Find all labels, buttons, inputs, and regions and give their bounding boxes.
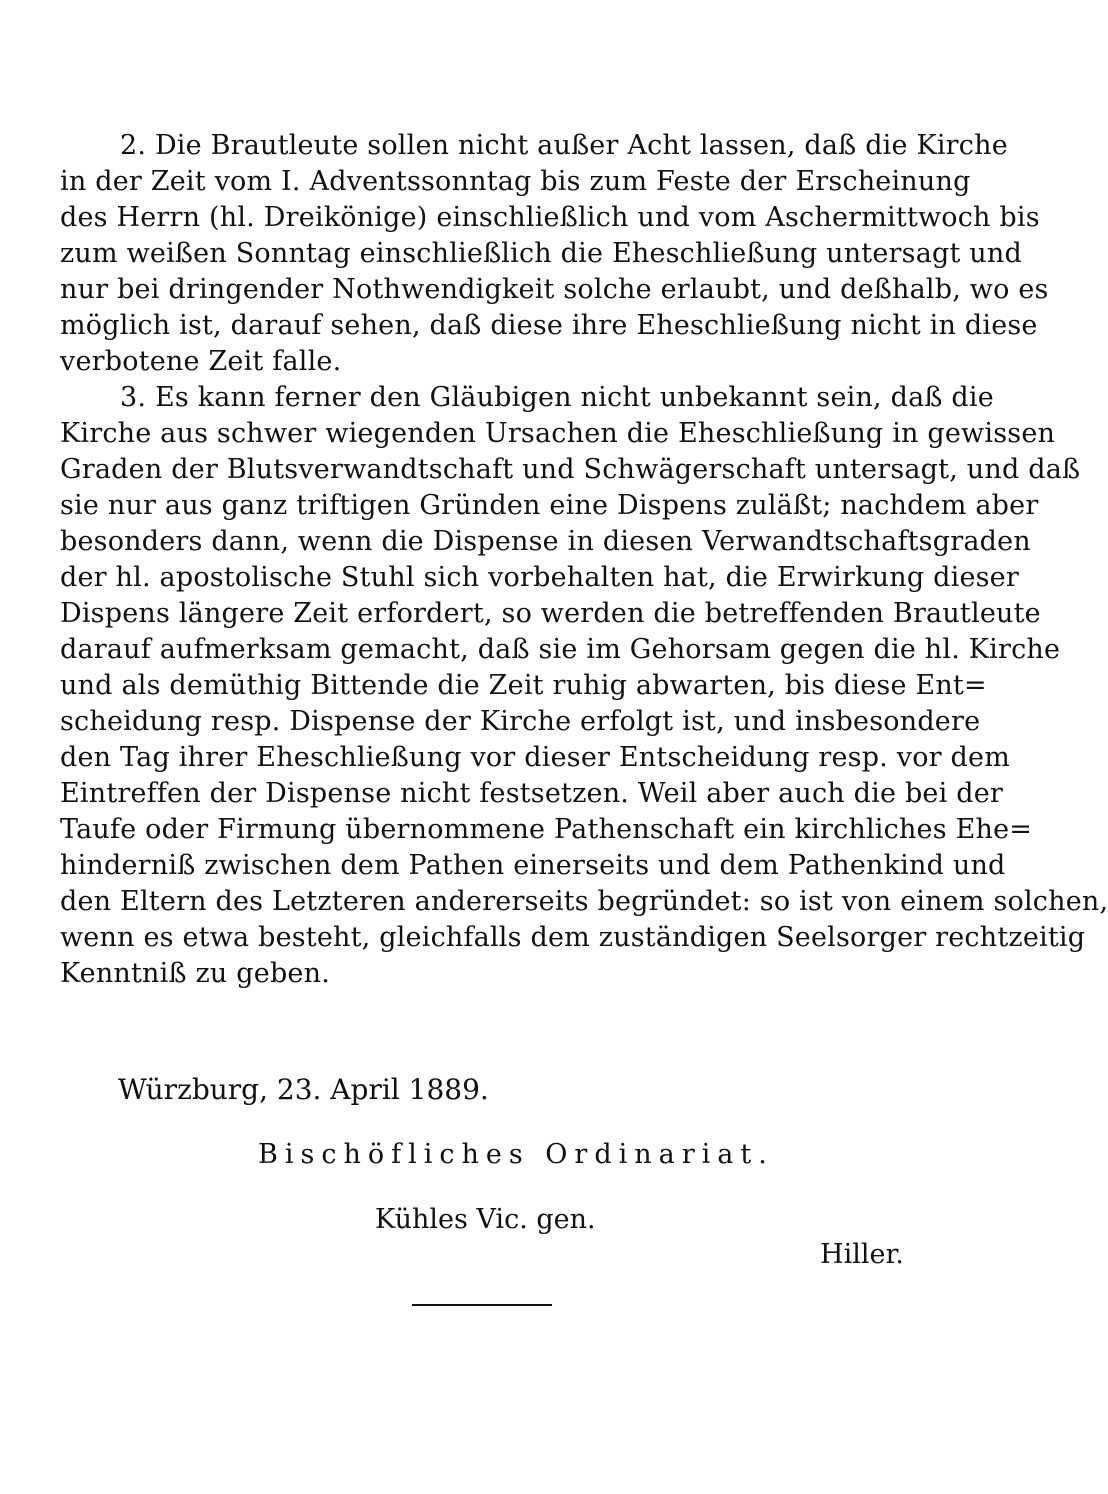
paragraph-2-line: möglich ist, darauf sehen, daß diese ihre Eheschließung nicht in diese bbox=[60, 310, 1038, 341]
paragraph-2-line: verbotene Zeit falle. bbox=[60, 346, 342, 377]
paragraph-3-line: und als demüthig Bittende die Zeit ruhig abwarten, bis diese Ent= bbox=[60, 670, 987, 701]
closing-rule bbox=[412, 1304, 552, 1306]
paragraph-2-line: nur bei dringender Nothwendigkeit solche erlaubt, und deßhalb, wo es bbox=[60, 274, 1049, 305]
paragraph-3-line: darauf aufmerksam gemacht, daß sie im Gehorsam gegen die hl. Kirche bbox=[60, 634, 1061, 665]
paragraph-3-line: scheidung resp. Dispense der Kirche erfolgt ist, und insbesondere bbox=[60, 706, 981, 737]
paragraph-3-line: der hl. apostolische Stuhl sich vorbehalten hat, die Erwirkung dieser bbox=[60, 562, 1019, 593]
paragraph-3-line: wenn es etwa besteht, gleichfalls dem zuständigen Seelsorger rechtzeitig bbox=[60, 922, 1086, 953]
paragraph-3-line: Kirche aus schwer wiegenden Ursachen die Eheschließung in gewissen bbox=[60, 418, 1056, 449]
secondary-signature: Hiller. bbox=[820, 1239, 904, 1270]
paragraph-2-line: des Herrn (hl. Dreikönige) einschließlich und vom Aschermittwoch bis bbox=[60, 202, 1040, 233]
paragraph-3-line: Eintreffen der Dispense nicht festsetzen. Weil aber auch die bei der bbox=[60, 778, 1003, 809]
paragraph-2-line: in der Zeit vom I. Adventssonntag bis zum Feste der Erscheinung bbox=[60, 166, 971, 197]
paragraph-3-line: Taufe oder Firmung übernommene Pathenschaft ein kirchliches Ehe= bbox=[60, 814, 1033, 845]
paragraph-2-line: 2. Die Brautleute sollen nicht außer Acht lassen, daß die Kirche bbox=[120, 130, 1008, 161]
paragraph-3-line: den Tag ihrer Eheschließung vor dieser Entscheidung resp. vor dem bbox=[60, 742, 1011, 773]
dateline: Würzburg, 23. April 1889. bbox=[118, 1073, 489, 1106]
paragraph-2-line: zum weißen Sonntag einschließlich die Eheschließung untersagt und bbox=[60, 238, 1022, 269]
paragraph-3-line: besonders dann, wenn die Dispense in diesen Verwandtschaftsgraden bbox=[60, 526, 1031, 557]
paragraph-3-line: hinderniß zwischen dem Pathen einerseits und dem Pathenkind und bbox=[60, 850, 1006, 881]
main-text-block bbox=[60, 128, 1108, 992]
paragraph-3-line: den Eltern des Letzteren andererseits begründet: so ist von einem solchen, bbox=[60, 886, 1108, 917]
paragraph-3-line: Dispens längere Zeit erfordert, so werden die betreffenden Brautleute bbox=[60, 598, 1041, 629]
paragraph-3-line: Graden der Blutsverwandtschaft und Schwägerschaft untersagt, und daß bbox=[60, 454, 1081, 485]
paragraph-3-line: 3. Es kann ferner den Gläubigen nicht unbekannt sein, daß die bbox=[120, 382, 994, 413]
primary-signature: Kühles Vic. gen. bbox=[375, 1204, 596, 1235]
authority-title: Bischöfliches Ordinariat. bbox=[258, 1139, 774, 1170]
paragraph-3-line: Kenntniß zu geben. bbox=[60, 958, 330, 989]
paragraph-3-line: sie nur aus ganz triftigen Gründen eine Dispens zuläßt; nachdem aber bbox=[60, 490, 1039, 521]
